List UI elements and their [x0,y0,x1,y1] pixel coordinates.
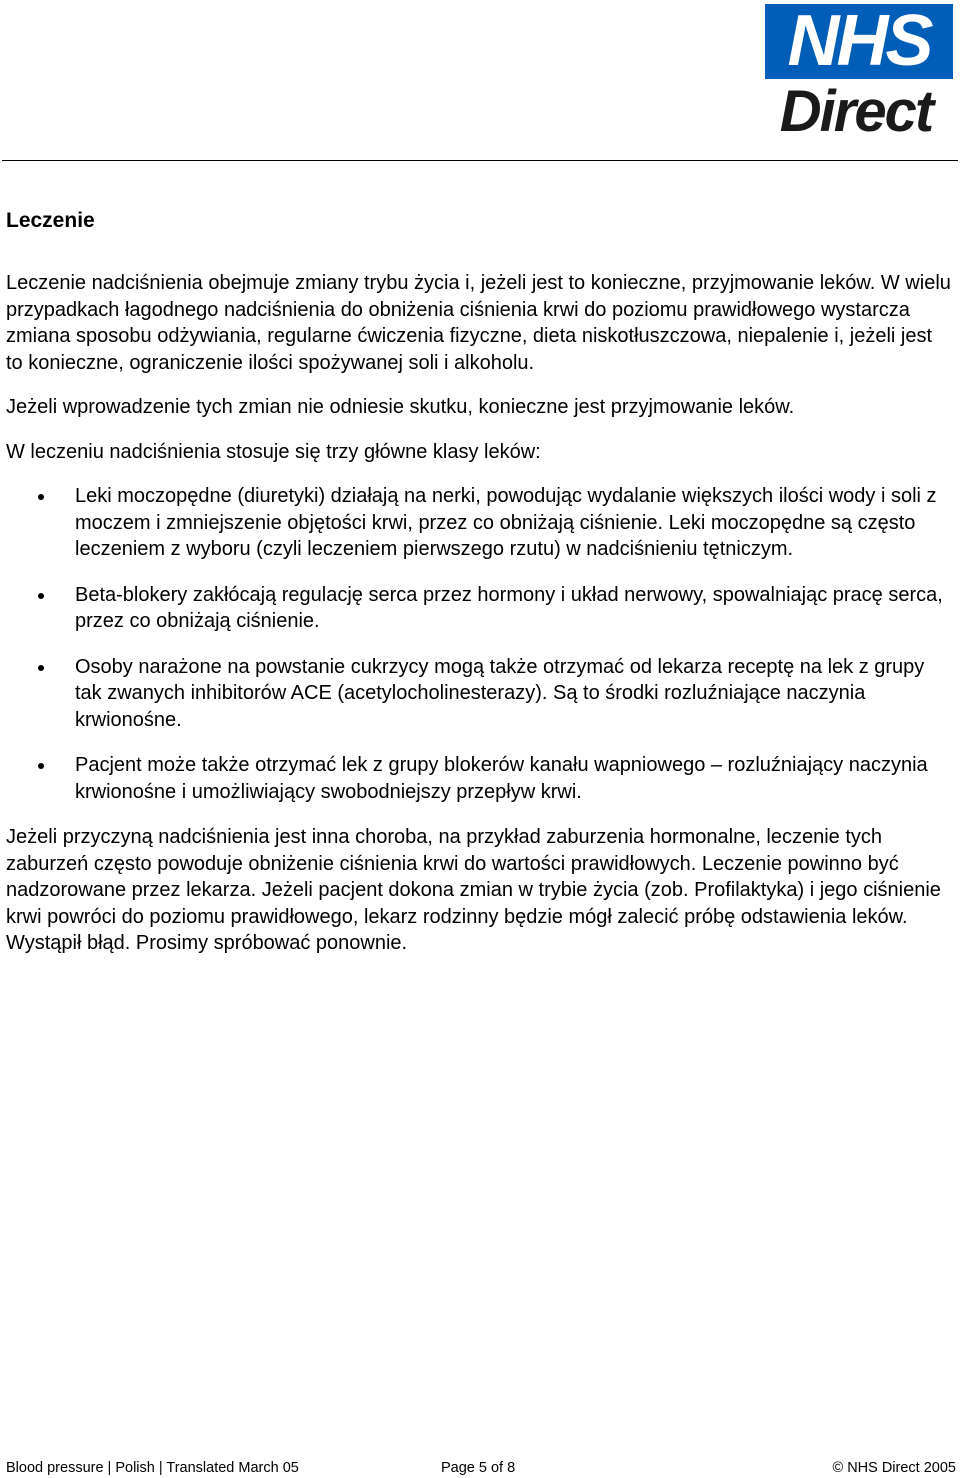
bullet-icon [38,494,44,500]
medication-needed-paragraph: Jeżeli wprowadzenie tych zmian nie odniesie skutku, konieczne jest przyjmowanie leków. [6,396,795,418]
section-heading: Leczenie [6,209,95,232]
logo-direct-text: Direct [779,79,933,144]
list-item-text: Leki moczopędne (diuretyki) działają na nerki, powodując wydalanie większych ilości wody i soli z moczem i zmniejszenie objętości krwi, przez co obniżają ciśnienie. Leki moczopędne są często leczeniem z wyboru (czyli leczeniem pierwszego rzutu) w nadciśnieniu tętniczym. [75,485,937,560]
list-item [6,654,954,734]
underlying-cause-paragraph: Jeżeli przyczyną nadciśnienia jest inna choroba, na przykład zaburzenia hormonalne, leczenie tych zaburzeń często powoduje obniżenie ciśnienia krwi do wartości prawidłowych. Leczenie powinno być nadzorowane przez lekarza. Jeżeli pacjent dokona zmian w trybie życia (zob. Profilaktyka) i jego ciśnienie krwi powróci do poziomu prawidłowego, lekarz rodzinny będzie mógł zalecić próbę odstawienia leków. [6,826,941,928]
drug-class-list [6,483,954,805]
list-item-text: Beta-blokery zakłócają regulację serca przez hormony i układ nerwowy, spowalniając pracę serca, przez co obniżają ciśnienie. [75,583,943,632]
bullet-icon [38,593,44,599]
error-message: Wystąpił błąd. Prosimy spróbować ponownie. [6,932,408,954]
intro-paragraph: Leczenie nadciśnienia obejmuje zmiany trybu życia i, jeżeli jest to konieczne, przyjmowanie leków. W wielu przypadkach łagodnego nadciśnienia do obniżenia ciśnienia krwi do poziomu prawidłowego wystarcza zmiana sposobu odżywiania, regularne ćwiczenia fizyczne, dieta niskotłuszczowa, niepalenie i, jeżeli jest to konieczne, ograniczenie ilości spożywanej soli i alkoholu. [6,272,951,374]
header-divider [2,160,958,161]
nhs-direct-logo [758,1,954,144]
list-item-text: Pacjent może także otrzymać lek z grupy blokerów kanału wapniowego – rozluźniający naczynia krwionośne i umożliwiający swobodniejszy przepływ krwi. [75,754,928,803]
footer-page-number: Page 5 of 8 [441,1460,516,1476]
document-body [6,208,954,957]
list-item-text: Osoby narażone na powstanie cukrzycy mogą także otrzymać od lekarza receptę na lek z grupy tak zwanych inhibitorów ACE (acetylocholinesterazy). Są to środki rozluźniające naczynia krwionośne. [75,655,925,731]
footer-document-info: Blood pressure | Polish | Translated March 05 [6,1460,299,1476]
logo-nhs-text: NHS [765,4,953,79]
bullet-icon [38,763,44,769]
list-item [6,483,954,563]
list-item [6,582,954,635]
list-item [6,752,954,805]
drug-classes-intro: W leczeniu nadciśnienia stosuje się trzy główne klasy leków: [6,440,541,463]
footer-copyright: © NHS Direct 2005 [832,1460,956,1476]
bullet-icon [38,665,44,671]
